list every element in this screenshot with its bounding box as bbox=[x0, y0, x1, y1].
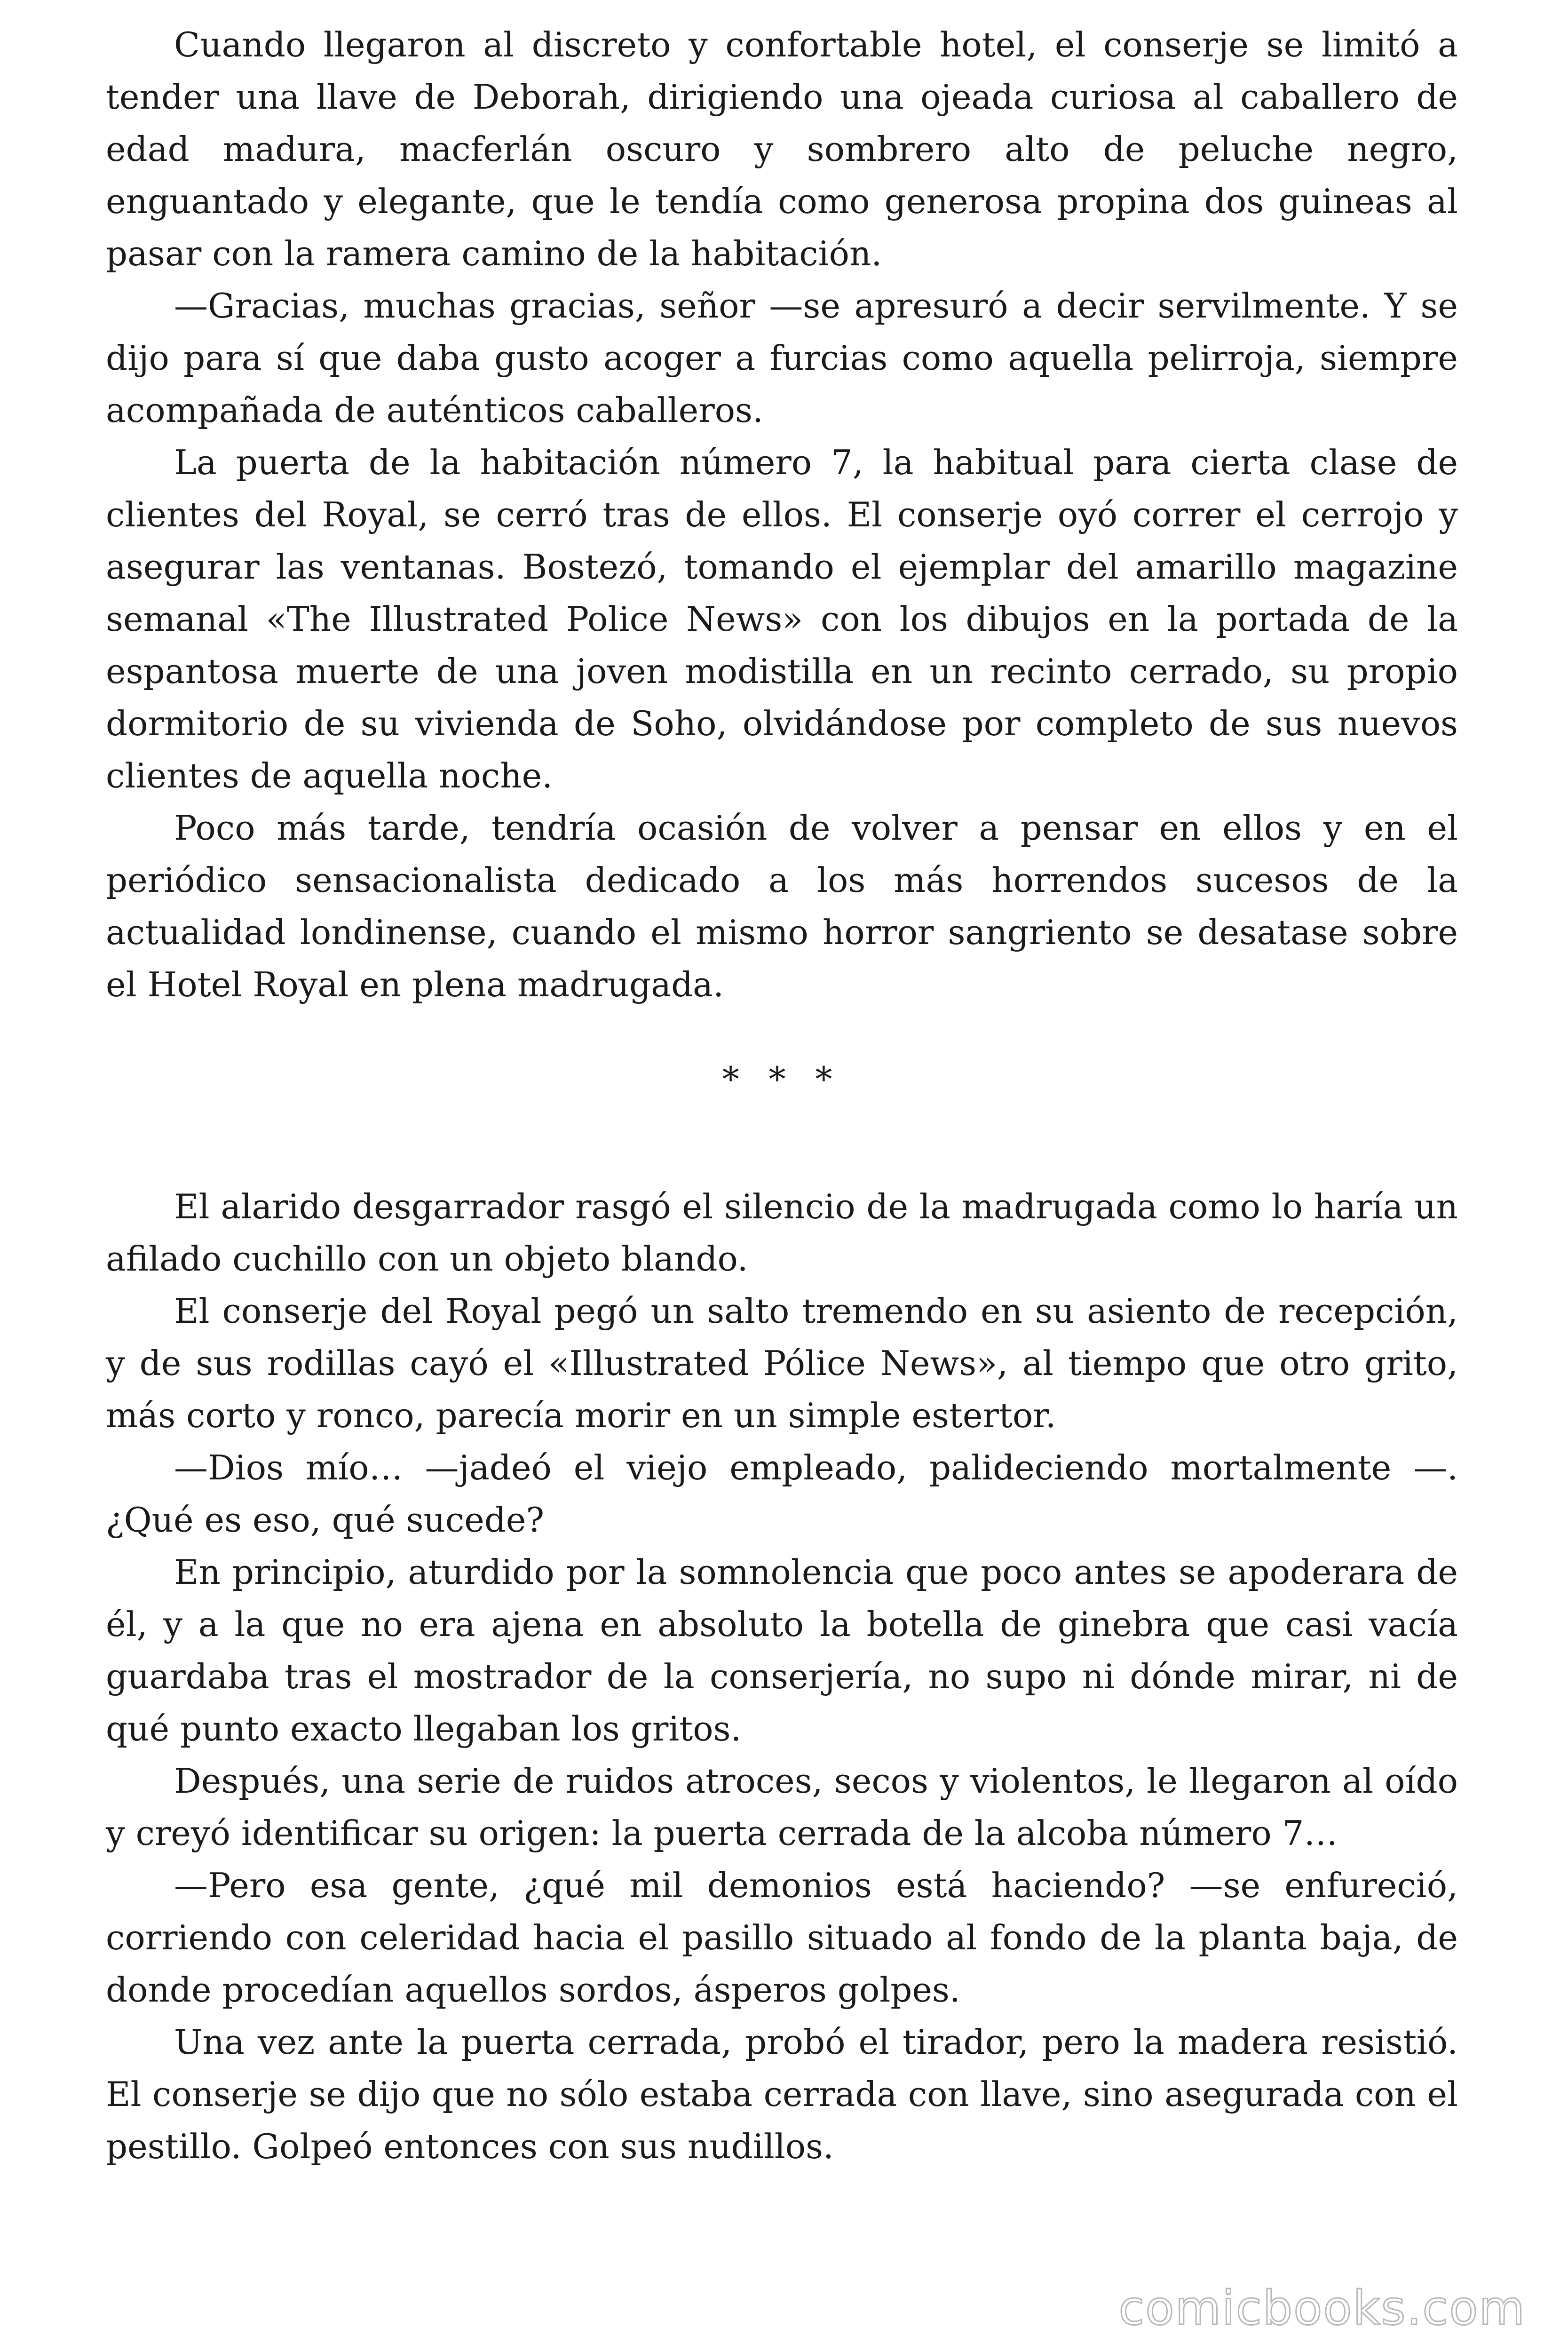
page-text bbox=[106, 19, 1458, 2173]
paragraph: El conserje del Royal pegó un salto tremendo en su asiento de recepción, y de sus rodillas cayó el «Illustrated Pólice News», al tiempo que otro grito, más corto y ronco, parecía morir en un simple estertor. bbox=[106, 1291, 1458, 1435]
paragraph: El alarido desgarrador rasgó el silencio de la madrugada como lo haría un afilado cuchillo con un objeto blando. bbox=[106, 1187, 1458, 1279]
paragraph: La puerta de la habitación número 7, la habitual para cierta clase de clientes del Royal, se cerró tras de ellos. El conserje oyó correr el cerrojo y asegurar las ventanas. Bostezó, tomando el ejemplar del amarillo magazine semanal «The Illustrated Police News» con los dibujos en la portada de la espantosa muerte de una joven modistilla en un recinto cerrado, su propio dormitorio de su vivienda de Soho, olvidándose por completo de sus nuevos clientes de aquella noche. bbox=[106, 443, 1458, 795]
paragraph: —Gracias, muchas gracias, señor —se apresuró a decir servilmente. Y se dijo para sí que daba gusto acoger a furcias como aquella pelirroja, siempre acompañada de auténticos caballeros. bbox=[106, 286, 1458, 430]
paragraph: En principio, aturdido por la somnolencia que poco antes se apoderara de él, y a la que no era ajena en absoluto la botella de ginebra que casi vacía guardaba tras el mostrador de la conserjería, no supo ni dónde mirar, ni de qué punto exacto llegaban los gritos. bbox=[106, 1552, 1458, 1748]
paragraph: Cuando llegaron al discreto y confortable hotel, el conserje se limitó a tender una llave de Deborah, dirigiendo una ojeada curiosa al caballero de edad madura, macferlán oscuro y sombrero alto de peluche negro, enguantado y elegante, que le tendía como generosa propina dos guineas al pasar con la ramera camino de la habitación. bbox=[106, 25, 1458, 273]
paragraph: Después, una serie de ruidos atroces, secos y violentos, le llegaron al oído y creyó identificar su origen: la puerta cerrada de la alcoba número 7… bbox=[106, 1761, 1458, 1853]
section-separator: * * * bbox=[722, 1059, 842, 1099]
watermark: comicbooks.com bbox=[1118, 2280, 1526, 2336]
paragraph: —Dios mío… —jadeó el viejo empleado, palideciendo mortalmente —. ¿Qué es eso, qué sucede? bbox=[106, 1448, 1458, 1540]
paragraph: —Pero esa gente, ¿qué mil demonios está haciendo? —se enfureció, corriendo con celeridad hacia el pasillo situado al fondo de la planta baja, de donde procedían aquellos sordos, ásperos golpes. bbox=[106, 1866, 1458, 2010]
paragraph: Poco más tarde, tendría ocasión de volver a pensar en ellos y en el periódico sensacionalista dedicado a los más horrendos sucesos de la actualidad londinense, cuando el mismo horror sangriento se desatase sobre el Hotel Royal en plena madrugada. bbox=[106, 808, 1458, 1004]
paragraph: Una vez ante la puerta cerrada, probó el tirador, pero la madera resistió. El conserje se dijo que no sólo estaba cerrada con llave, sino asegurada con el pestillo. Golpeó entonces con sus nudillos. bbox=[106, 2022, 1458, 2166]
